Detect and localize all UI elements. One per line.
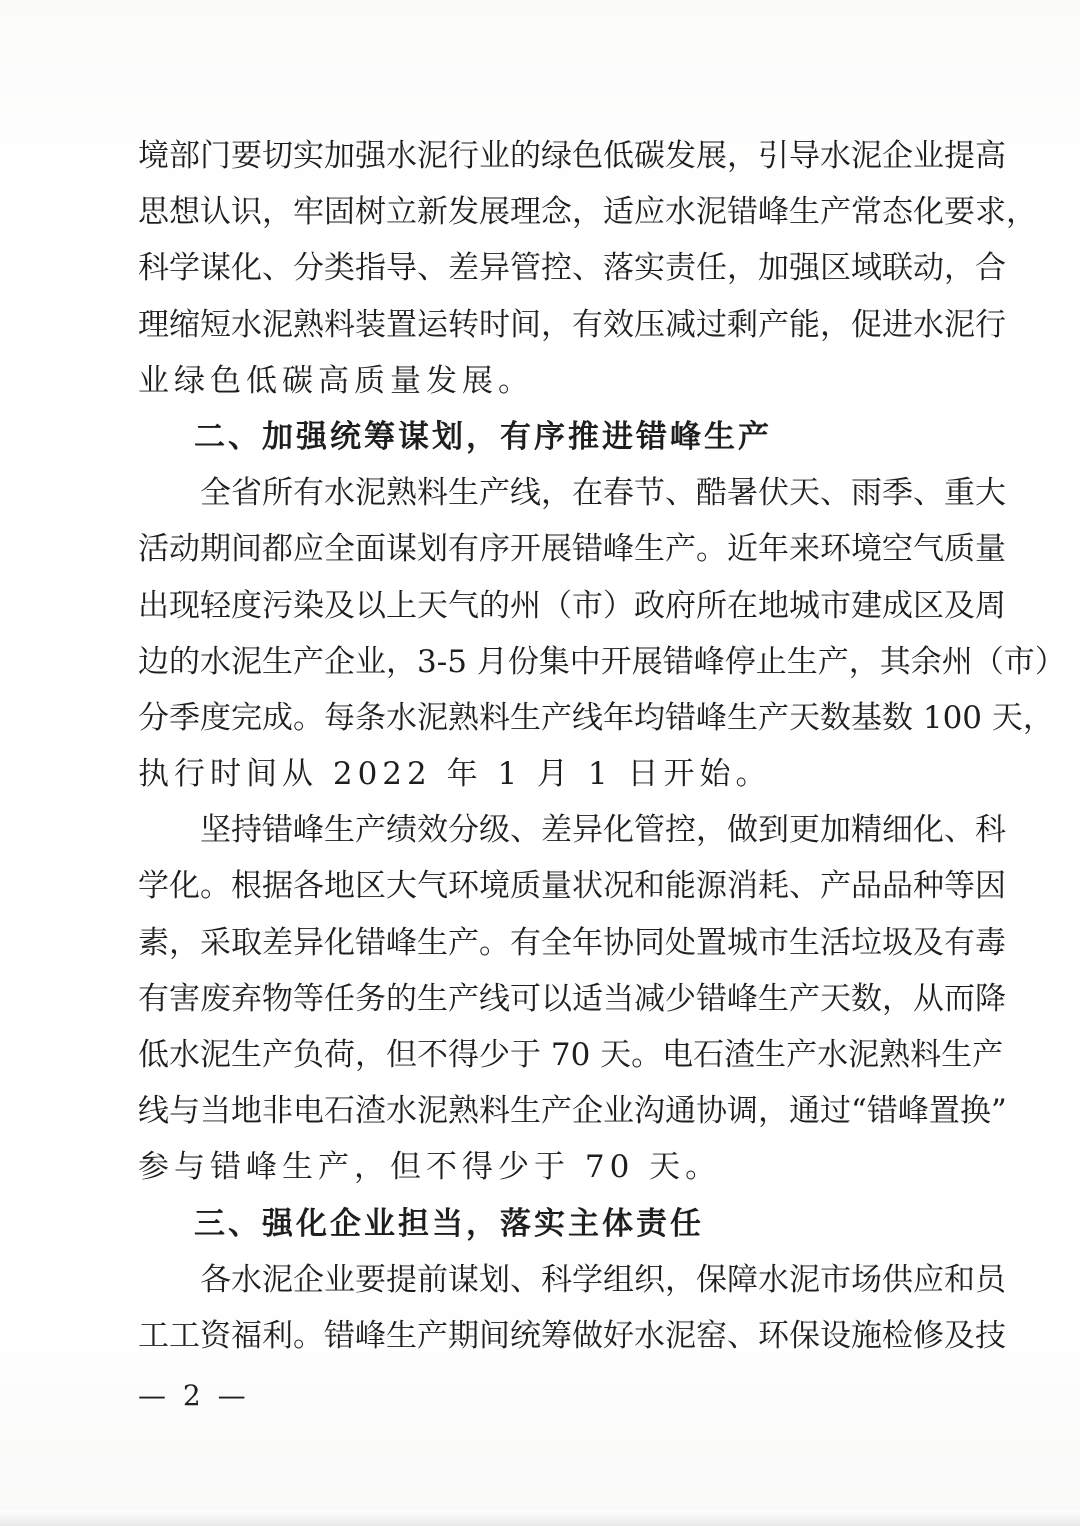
section-heading: 三、强化企业担当，落实主体责任 bbox=[194, 1205, 704, 1242]
paragraph-line: 工工资福利。错峰生产期间统筹做好水泥窑、环保设施检修及技 bbox=[138, 1317, 1006, 1354]
paragraph-line: 科学谋化、分类指导、差异管控、落实责任，加强区域联动，合 bbox=[138, 250, 1006, 287]
paragraph-line: 坚持错峰生产绩效分级、差异化管控，做到更加精细化、科 bbox=[200, 812, 1006, 849]
paragraph-line: 境部门要切实加强水泥行业的绿色低碳发展，引导水泥企业提高 bbox=[138, 138, 1006, 174]
paragraph-line: 活动期间都应全面谋划有序开展错峰生产。近年来环境空气质量 bbox=[138, 531, 1006, 568]
paragraph-line: 执行时间从 2022 年 1 月 1 日开始。 bbox=[138, 756, 772, 793]
document-body bbox=[138, 128, 1066, 1364]
paragraph-line: 全省所有水泥熟料生产线，在春节、酷暑伏天、雨季、重大 bbox=[200, 475, 1006, 512]
paragraph-line: 低水泥生产负荷，但不得少于 70 天。电石渣生产水泥熟料生产 bbox=[138, 1037, 1004, 1073]
paragraph-line: 学化。根据各地区大气环境质量状况和能源消耗、产品品种等因 bbox=[138, 868, 1006, 905]
paragraph-line: 分季度完成。每条水泥熟料生产线年均错峰生产天数基数 100 天， bbox=[138, 699, 1054, 736]
paragraph-line: 各水泥企业要提前谋划、科学组织，保障水泥市场供应和员 bbox=[200, 1261, 1006, 1298]
paragraph-line: 理缩短水泥熟料装置运转时间，有效压减过剩产能，促进水泥行 bbox=[138, 306, 1006, 343]
paragraph-line: 边的水泥生产企业，3-5 月份集中开展错峰停止生产，其余州（市） bbox=[138, 643, 1066, 680]
paragraph-line: 素，采取差异化错峰生产。有全年协同处置城市生活垃圾及有毒 bbox=[138, 924, 1006, 961]
paragraph-line: 有害废弃物等任务的生产线可以适当减少错峰生产天数，从而降 bbox=[138, 980, 1006, 1017]
paragraph-line: 参与错峰生产，但不得少于 70 天。 bbox=[138, 1149, 722, 1186]
paragraph-line: 业绿色低碳高质量发展。 bbox=[138, 362, 534, 399]
page-bottom-edge bbox=[0, 1510, 1080, 1526]
paragraph-line: 出现轻度污染及以上天气的州（市）政府所在地城市建成区及周 bbox=[138, 587, 1006, 624]
section-heading: 二、加强统筹谋划，有序推进错峰生产 bbox=[194, 418, 772, 455]
paragraph-line: 思想认识，牢固树立新发展理念，适应水泥错峰生产常态化要求， bbox=[138, 194, 1037, 231]
page-number: — 2 — bbox=[138, 1379, 250, 1412]
paragraph-line: 线与当地非电石渣水泥熟料生产企业沟通协调，通过“错峰置换” bbox=[138, 1093, 1007, 1130]
